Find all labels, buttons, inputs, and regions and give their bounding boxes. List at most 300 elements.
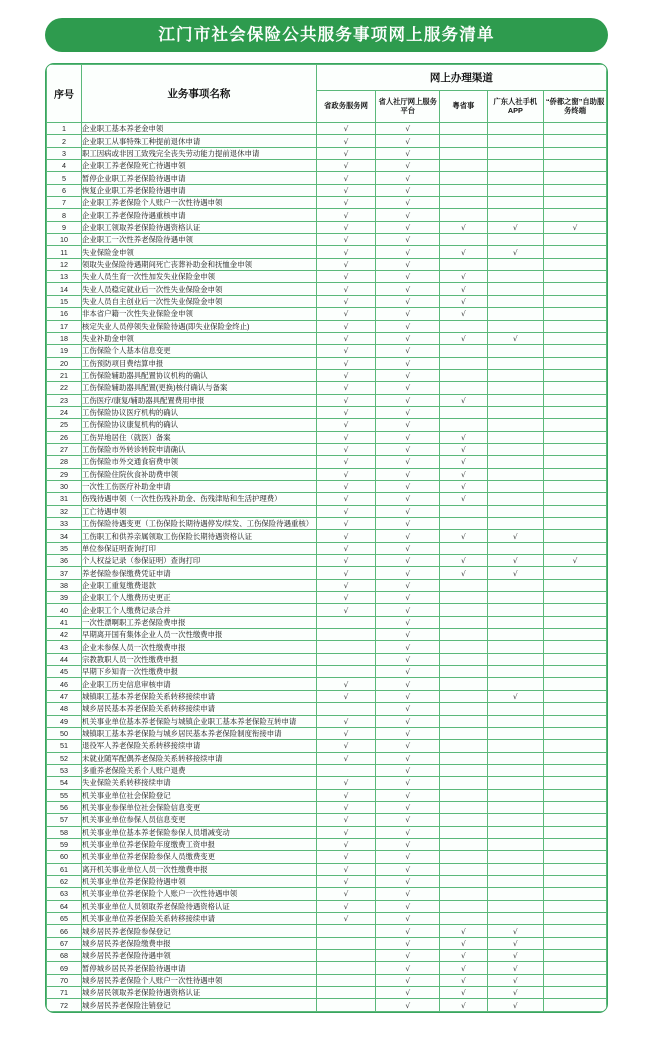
row-channel-provincial-hrss-platform: [376, 209, 440, 221]
row-channel-provincial-hrss-platform: [376, 690, 440, 702]
row-channel-provincial-hrss-platform: [376, 480, 440, 492]
check-icon: √: [343, 691, 349, 701]
table-row: [47, 629, 607, 641]
row-channel-provincial-gov-service-web: [316, 332, 376, 344]
row-channel-yuesheng-shi: [440, 666, 487, 678]
row-channel-provincial-hrss-platform: [376, 493, 440, 505]
check-icon: √: [405, 334, 411, 344]
row-service-name: 失业人员生育一次性加发失业保险金申领: [81, 271, 316, 283]
row-service-name: 企业职工养老保险待遇重核申请: [81, 209, 316, 221]
row-channel-provincial-hrss-platform: [376, 604, 440, 616]
row-channel-yuesheng-shi: [440, 604, 487, 616]
row-channel-qiaodu-kiosk: [544, 197, 607, 209]
row-service-name: 企业职工养老保险死亡待遇申领: [81, 160, 316, 172]
row-channel-provincial-gov-service-web: [316, 542, 376, 554]
check-icon: √: [405, 259, 411, 269]
row-channel-provincial-gov-service-web: [316, 369, 376, 381]
row-channel-yuesheng-shi: [440, 641, 487, 653]
row-seq: 9: [47, 221, 82, 233]
row-channel-guangdong-hrss-app: [487, 752, 544, 764]
row-channel-provincial-hrss-platform: [376, 197, 440, 209]
check-icon: √: [405, 729, 411, 739]
row-channel-qiaodu-kiosk: [544, 764, 607, 776]
row-channel-guangdong-hrss-app: [487, 332, 544, 344]
row-channel-provincial-hrss-platform: [376, 147, 440, 159]
row-channel-provincial-hrss-platform: [376, 653, 440, 665]
table-row: [47, 666, 607, 678]
check-icon: √: [405, 482, 411, 492]
row-channel-yuesheng-shi: [440, 320, 487, 332]
row-channel-guangdong-hrss-app: [487, 838, 544, 850]
row-channel-provincial-gov-service-web: [316, 160, 376, 172]
check-icon: √: [343, 580, 349, 590]
row-channel-provincial-hrss-platform: [376, 431, 440, 443]
row-channel-yuesheng-shi: [440, 740, 487, 752]
row-channel-yuesheng-shi: [440, 456, 487, 468]
row-service-name: 城乡居民养老保险缴费申报: [81, 937, 316, 949]
row-channel-provincial-hrss-platform: [376, 703, 440, 715]
row-channel-provincial-gov-service-web: [316, 172, 376, 184]
row-channel-yuesheng-shi: [440, 752, 487, 764]
row-channel-provincial-gov-service-web: [316, 974, 376, 986]
row-channel-provincial-hrss-platform: [376, 172, 440, 184]
row-channel-yuesheng-shi: [440, 468, 487, 480]
row-channel-provincial-hrss-platform: [376, 974, 440, 986]
check-icon: √: [343, 235, 349, 245]
row-channel-yuesheng-shi: [440, 123, 487, 135]
row-channel-qiaodu-kiosk: [544, 160, 607, 172]
row-channel-qiaodu-kiosk: [544, 209, 607, 221]
row-channel-provincial-hrss-platform: [376, 246, 440, 258]
row-channel-yuesheng-shi: [440, 431, 487, 443]
row-channel-provincial-gov-service-web: [316, 308, 376, 320]
row-seq: 58: [47, 826, 82, 838]
check-icon: √: [405, 803, 411, 813]
table-row: [47, 209, 607, 221]
check-icon: √: [343, 778, 349, 788]
check-icon: √: [460, 963, 466, 973]
row-seq: 6: [47, 184, 82, 196]
row-channel-guangdong-hrss-app: [487, 987, 544, 999]
table-row: [47, 579, 607, 591]
row-channel-guangdong-hrss-app: [487, 913, 544, 925]
row-channel-provincial-hrss-platform: [376, 394, 440, 406]
table-row: [47, 863, 607, 875]
row-channel-qiaodu-kiosk: [544, 258, 607, 270]
row-channel-provincial-hrss-platform: [376, 135, 440, 147]
row-channel-guangdong-hrss-app: [487, 431, 544, 443]
check-icon: √: [405, 864, 411, 874]
row-channel-provincial-hrss-platform: [376, 789, 440, 801]
row-seq: 23: [47, 394, 82, 406]
row-seq: 5: [47, 172, 82, 184]
row-channel-guangdong-hrss-app: [487, 900, 544, 912]
table-row: [47, 974, 607, 986]
row-service-name: 伤残待遇申领（一次性伤残补助金、伤残津贴和生活护理费）: [81, 493, 316, 505]
row-channel-provincial-gov-service-web: [316, 123, 376, 135]
row-channel-yuesheng-shi: [440, 777, 487, 789]
table-row: [47, 888, 607, 900]
row-seq: 67: [47, 937, 82, 949]
table-body: [47, 123, 607, 1012]
row-service-name: 工伤保险市外交通食宿费申领: [81, 456, 316, 468]
row-channel-yuesheng-shi: [440, 863, 487, 875]
check-icon: √: [343, 889, 349, 899]
row-channel-provincial-hrss-platform: [376, 678, 440, 690]
check-icon: √: [512, 975, 518, 985]
row-channel-provincial-gov-service-web: [316, 271, 376, 283]
check-icon: √: [405, 790, 411, 800]
row-channel-yuesheng-shi: [440, 295, 487, 307]
service-list-table-wrapper: [45, 63, 608, 1013]
row-service-name: 机关事业单位养老保险个人账户一次性待遇申领: [81, 888, 316, 900]
row-channel-qiaodu-kiosk: [544, 962, 607, 974]
row-channel-provincial-gov-service-web: [316, 468, 376, 480]
row-service-name: 机关事业单位基本养老保险参保人员增减变动: [81, 826, 316, 838]
row-seq: 70: [47, 974, 82, 986]
table-row: [47, 258, 607, 270]
check-icon: √: [343, 161, 349, 171]
row-channel-qiaodu-kiosk: [544, 826, 607, 838]
row-channel-guangdong-hrss-app: [487, 999, 544, 1011]
row-channel-qiaodu-kiosk: [544, 530, 607, 542]
row-channel-provincial-hrss-platform: [376, 555, 440, 567]
row-channel-qiaodu-kiosk: [544, 419, 607, 431]
row-channel-guangdong-hrss-app: [487, 518, 544, 530]
row-channel-yuesheng-shi: [440, 135, 487, 147]
check-icon: √: [405, 667, 411, 677]
row-channel-provincial-gov-service-web: [316, 555, 376, 567]
row-channel-guangdong-hrss-app: [487, 888, 544, 900]
row-channel-guangdong-hrss-app: [487, 221, 544, 233]
row-channel-qiaodu-kiosk: [544, 320, 607, 332]
check-icon: √: [460, 284, 466, 294]
row-channel-guangdong-hrss-app: [487, 616, 544, 628]
row-channel-guangdong-hrss-app: [487, 814, 544, 826]
row-seq: 31: [47, 493, 82, 505]
table-row: [47, 740, 607, 752]
row-channel-guangdong-hrss-app: [487, 234, 544, 246]
row-service-name: 城乡居民养老保险注销登记: [81, 999, 316, 1011]
row-seq: 15: [47, 295, 82, 307]
row-channel-provincial-hrss-platform: [376, 752, 440, 764]
check-icon: √: [343, 469, 349, 479]
row-service-name: 企业职工一次性养老保险待遇申领: [81, 234, 316, 246]
row-service-name: 工伤保险住院伙食补助费申领: [81, 468, 316, 480]
check-icon: √: [343, 679, 349, 689]
table-row: [47, 480, 607, 492]
row-channel-guangdong-hrss-app: [487, 950, 544, 962]
row-seq: 43: [47, 641, 82, 653]
row-channel-provincial-gov-service-web: [316, 382, 376, 394]
row-service-name: 机关事业单位参保人员信息变更: [81, 814, 316, 826]
check-icon: √: [460, 334, 466, 344]
row-channel-guangdong-hrss-app: [487, 703, 544, 715]
row-seq: 25: [47, 419, 82, 431]
row-channel-provincial-hrss-platform: [376, 283, 440, 295]
row-channel-yuesheng-shi: [440, 480, 487, 492]
check-icon: √: [343, 531, 349, 541]
row-channel-guangdong-hrss-app: [487, 826, 544, 838]
table-row: [47, 987, 607, 999]
row-service-name: 城乡居民养老保险个人账户一次性待遇申领: [81, 974, 316, 986]
table-row: [47, 320, 607, 332]
check-icon: √: [405, 284, 411, 294]
row-channel-provincial-hrss-platform: [376, 308, 440, 320]
row-channel-qiaodu-kiosk: [544, 925, 607, 937]
row-channel-provincial-gov-service-web: [316, 209, 376, 221]
column-header-channel-provincial-hrss-platform: 省人社厅网上服务平台: [376, 91, 440, 123]
row-channel-provincial-hrss-platform: [376, 419, 440, 431]
check-icon: √: [512, 1000, 518, 1010]
check-icon: √: [343, 334, 349, 344]
row-channel-guangdong-hrss-app: [487, 295, 544, 307]
check-icon: √: [460, 445, 466, 455]
row-channel-guangdong-hrss-app: [487, 801, 544, 813]
row-channel-qiaodu-kiosk: [544, 345, 607, 357]
row-channel-provincial-gov-service-web: [316, 678, 376, 690]
row-channel-yuesheng-shi: [440, 246, 487, 258]
row-channel-provincial-gov-service-web: [316, 715, 376, 727]
row-channel-qiaodu-kiosk: [544, 789, 607, 801]
row-service-name: 企业未参保人员一次性缴费申报: [81, 641, 316, 653]
row-channel-provincial-gov-service-web: [316, 666, 376, 678]
row-channel-provincial-hrss-platform: [376, 740, 440, 752]
row-channel-provincial-hrss-platform: [376, 950, 440, 962]
row-service-name: 早期离开国有集体企业人员一次性缴费申报: [81, 629, 316, 641]
column-header-channel-yuesheng-shi: 粤省事: [440, 91, 487, 123]
row-channel-provincial-hrss-platform: [376, 468, 440, 480]
row-channel-provincial-gov-service-web: [316, 135, 376, 147]
row-seq: 71: [47, 987, 82, 999]
row-channel-yuesheng-shi: [440, 999, 487, 1011]
check-icon: √: [405, 173, 411, 183]
check-icon: √: [460, 951, 466, 961]
row-channel-qiaodu-kiosk: [544, 888, 607, 900]
check-icon: √: [343, 494, 349, 504]
row-channel-provincial-hrss-platform: [376, 863, 440, 875]
check-icon: √: [405, 778, 411, 788]
row-channel-qiaodu-kiosk: [544, 172, 607, 184]
row-channel-guangdong-hrss-app: [487, 666, 544, 678]
row-seq: 54: [47, 777, 82, 789]
row-seq: 14: [47, 283, 82, 295]
table-row: [47, 678, 607, 690]
table-row: [47, 900, 607, 912]
row-channel-qiaodu-kiosk: [544, 493, 607, 505]
row-seq: 8: [47, 209, 82, 221]
check-icon: √: [405, 346, 411, 356]
row-channel-guangdong-hrss-app: [487, 715, 544, 727]
table-row: [47, 419, 607, 431]
row-service-name: 工伤职工和供养亲属领取工伤保险长期待遇资格认证: [81, 530, 316, 542]
check-icon: √: [405, 827, 411, 837]
row-channel-qiaodu-kiosk: [544, 431, 607, 443]
row-channel-provincial-hrss-platform: [376, 518, 440, 530]
row-channel-provincial-hrss-platform: [376, 406, 440, 418]
row-seq: 29: [47, 468, 82, 480]
row-service-name: 早期下乡知青一次性缴费申报: [81, 666, 316, 678]
row-channel-provincial-gov-service-web: [316, 234, 376, 246]
row-service-name: 机关事业参保单位社会保险信息变更: [81, 801, 316, 813]
row-channel-guangdong-hrss-app: [487, 962, 544, 974]
check-icon: √: [460, 395, 466, 405]
check-icon: √: [405, 519, 411, 529]
check-icon: √: [343, 408, 349, 418]
table-row: [47, 518, 607, 530]
check-icon: √: [405, 358, 411, 368]
table-row: [47, 727, 607, 739]
row-channel-provincial-hrss-platform: [376, 629, 440, 641]
row-channel-yuesheng-shi: [440, 703, 487, 715]
row-seq: 40: [47, 604, 82, 616]
row-service-name: 企业职工个人缴费历史更正: [81, 592, 316, 604]
row-channel-provincial-gov-service-web: [316, 863, 376, 875]
service-list-table: [46, 64, 607, 1012]
row-channel-provincial-hrss-platform: [376, 184, 440, 196]
row-channel-qiaodu-kiosk: [544, 592, 607, 604]
row-channel-yuesheng-shi: [440, 814, 487, 826]
check-icon: √: [343, 716, 349, 726]
row-channel-yuesheng-shi: [440, 505, 487, 517]
row-channel-provincial-hrss-platform: [376, 999, 440, 1011]
check-icon: √: [343, 803, 349, 813]
row-channel-provincial-gov-service-web: [316, 629, 376, 641]
row-service-name: 工伤保险协议医疗机构的确认: [81, 406, 316, 418]
row-channel-qiaodu-kiosk: [544, 900, 607, 912]
row-channel-provincial-gov-service-web: [316, 394, 376, 406]
check-icon: √: [405, 309, 411, 319]
check-icon: √: [343, 395, 349, 405]
check-icon: √: [343, 272, 349, 282]
row-service-name: 城乡居民基本养老保险关系转移接续申请: [81, 703, 316, 715]
row-service-name: 工伤保险市外转诊转院申请确认: [81, 443, 316, 455]
check-icon: √: [405, 556, 411, 566]
row-channel-provincial-gov-service-web: [316, 900, 376, 912]
row-channel-provincial-gov-service-web: [316, 925, 376, 937]
row-channel-qiaodu-kiosk: [544, 913, 607, 925]
row-channel-qiaodu-kiosk: [544, 184, 607, 196]
check-icon: √: [405, 654, 411, 664]
row-channel-guangdong-hrss-app: [487, 555, 544, 567]
row-channel-guangdong-hrss-app: [487, 357, 544, 369]
row-channel-provincial-hrss-platform: [376, 258, 440, 270]
row-channel-yuesheng-shi: [440, 172, 487, 184]
row-channel-qiaodu-kiosk: [544, 542, 607, 554]
row-channel-yuesheng-shi: [440, 234, 487, 246]
row-channel-provincial-hrss-platform: [376, 875, 440, 887]
row-channel-yuesheng-shi: [440, 592, 487, 604]
row-seq: 20: [47, 357, 82, 369]
row-channel-guangdong-hrss-app: [487, 480, 544, 492]
row-seq: 16: [47, 308, 82, 320]
row-seq: 50: [47, 727, 82, 739]
check-icon: √: [460, 272, 466, 282]
row-channel-guangdong-hrss-app: [487, 246, 544, 258]
row-channel-yuesheng-shi: [440, 258, 487, 270]
row-channel-provincial-hrss-platform: [376, 801, 440, 813]
row-channel-guangdong-hrss-app: [487, 394, 544, 406]
row-channel-provincial-gov-service-web: [316, 258, 376, 270]
row-channel-qiaodu-kiosk: [544, 838, 607, 850]
row-channel-provincial-gov-service-web: [316, 937, 376, 949]
row-channel-guangdong-hrss-app: [487, 727, 544, 739]
row-channel-provincial-gov-service-web: [316, 703, 376, 715]
check-icon: √: [460, 988, 466, 998]
row-channel-qiaodu-kiosk: [544, 641, 607, 653]
row-channel-provincial-hrss-platform: [376, 900, 440, 912]
check-icon: √: [512, 963, 518, 973]
row-channel-guangdong-hrss-app: [487, 283, 544, 295]
row-channel-guangdong-hrss-app: [487, 369, 544, 381]
check-icon: √: [405, 951, 411, 961]
row-channel-provincial-hrss-platform: [376, 382, 440, 394]
row-channel-provincial-hrss-platform: [376, 913, 440, 925]
row-channel-provincial-gov-service-web: [316, 814, 376, 826]
check-icon: √: [405, 321, 411, 331]
row-channel-qiaodu-kiosk: [544, 246, 607, 258]
row-channel-provincial-gov-service-web: [316, 826, 376, 838]
row-channel-qiaodu-kiosk: [544, 406, 607, 418]
check-icon: √: [405, 716, 411, 726]
row-channel-yuesheng-shi: [440, 443, 487, 455]
check-icon: √: [405, 988, 411, 998]
row-channel-yuesheng-shi: [440, 530, 487, 542]
row-channel-yuesheng-shi: [440, 406, 487, 418]
table-header: [47, 65, 607, 123]
service-list-page: [0, 18, 653, 1060]
row-channel-provincial-hrss-platform: [376, 727, 440, 739]
row-channel-provincial-gov-service-web: [316, 431, 376, 443]
row-seq: 26: [47, 431, 82, 443]
row-seq: 39: [47, 592, 82, 604]
row-channel-qiaodu-kiosk: [544, 801, 607, 813]
row-seq: 48: [47, 703, 82, 715]
row-channel-provincial-gov-service-web: [316, 777, 376, 789]
table-row: [47, 641, 607, 653]
row-channel-yuesheng-shi: [440, 419, 487, 431]
row-channel-yuesheng-shi: [440, 579, 487, 591]
table-row: [47, 382, 607, 394]
row-service-name: 城乡居民养老保险参保登记: [81, 925, 316, 937]
check-icon: √: [343, 840, 349, 850]
check-icon: √: [343, 457, 349, 467]
row-channel-yuesheng-shi: [440, 271, 487, 283]
row-channel-provincial-gov-service-web: [316, 345, 376, 357]
row-channel-provincial-gov-service-web: [316, 579, 376, 591]
row-seq: 72: [47, 999, 82, 1011]
check-icon: √: [343, 877, 349, 887]
row-channel-provincial-gov-service-web: [316, 838, 376, 850]
row-channel-guangdong-hrss-app: [487, 258, 544, 270]
row-channel-provincial-gov-service-web: [316, 801, 376, 813]
table-row: [47, 406, 607, 418]
row-channel-provincial-hrss-platform: [376, 271, 440, 283]
table-row: [47, 925, 607, 937]
check-icon: √: [343, 729, 349, 739]
check-icon: √: [343, 309, 349, 319]
row-channel-qiaodu-kiosk: [544, 814, 607, 826]
row-channel-guangdong-hrss-app: [487, 641, 544, 653]
row-channel-provincial-gov-service-web: [316, 246, 376, 258]
check-icon: √: [460, 309, 466, 319]
check-icon: √: [572, 222, 578, 232]
row-channel-provincial-hrss-platform: [376, 320, 440, 332]
row-seq: 3: [47, 147, 82, 159]
row-channel-provincial-hrss-platform: [376, 234, 440, 246]
row-seq: 45: [47, 666, 82, 678]
check-icon: √: [405, 568, 411, 578]
